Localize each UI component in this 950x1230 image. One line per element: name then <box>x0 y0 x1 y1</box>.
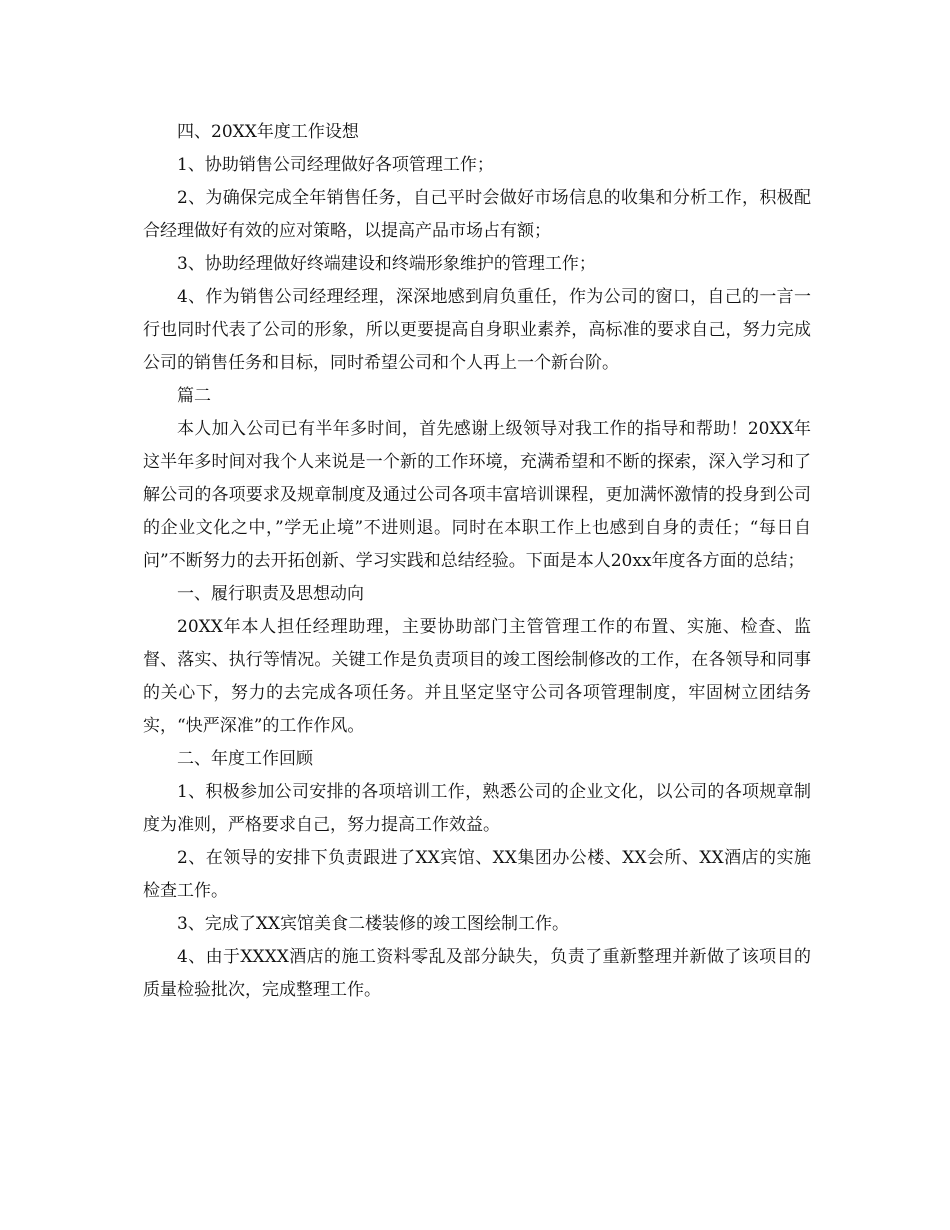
paragraph: 3、协助经理做好终端建设和终端形象维护的管理工作； <box>177 254 596 274</box>
document-body <box>143 116 811 1007</box>
paragraph: 1、协助销售公司经理做好各项管理工作； <box>177 155 494 175</box>
section-heading: 篇二 <box>177 386 211 406</box>
section-heading: 二、年度工作回顾 <box>177 749 313 769</box>
paragraph: 3、完成了XX宾馆美食二楼装修的竣工图绘制工作。 <box>177 914 570 934</box>
paragraph: 2、为确保完成全年销售任务，自己平时会做好市场信息的收集和分析工作，积极配合经理做好有效的应对策略，以提高产品市场占有额； <box>143 188 811 241</box>
paragraph: 1、积极参加公司安排的各项培训工作，熟悉公司的企业文化，以公司的各项规章制度为准则，严格要求自己，努力提高工作效益。 <box>143 782 811 835</box>
paragraph: 4、由于XXXX酒店的施工资料零乱及部分缺失，负责了重新整理并新做了该项目的质量检验批次，完成整理工作。 <box>143 947 811 1000</box>
paragraph: 20XX年本人担任经理助理，主要协助部门主管管理工作的布置、实施、检查、监督、落实、执行等情况。关键工作是负责项目的竣工图绘制修改的工作，在各领导和同事的关心下，努力的去完成各项任务。并且坚定坚守公司各项管理制度，牢固树立团结务实，“快严深准”的工作作风。 <box>143 617 811 736</box>
section-heading: 四、20XX年度工作设想 <box>177 122 359 142</box>
paragraph: 4、作为销售公司经理经理，深深地感到肩负重任，作为公司的窗口，自己的一言一行也同时代表了公司的形象，所以更要提高自身职业素养，高标准的要求自己，努力完成公司的销售任务和目标，同时希望公司和个人再上一个新台阶。 <box>143 287 811 373</box>
paragraph: 本人加入公司已有半年多时间，首先感谢上级领导对我工作的指导和帮助！20XX年这半年多时间对我个人来说是一个新的工作环境，充满希望和不断的探索，深入学习和了解公司的各项要求及规章制度及通过公司各项丰富培训课程，更加满怀激情的投身到公司的企业文化之中，”学无止境”不进则退。同时在本职工作上也感到自身的责任；“每日自问”不断努力的去开拓创新、学习实践和总结经验。下面是本人20xx年度各方面的总结； <box>143 419 811 571</box>
paragraph: 2、在领导的安排下负责跟进了XX宾馆、XX集团办公楼、XX会所、XX酒店的实施检查工作。 <box>143 848 811 901</box>
section-heading: 一、履行职责及思想动向 <box>177 584 364 604</box>
